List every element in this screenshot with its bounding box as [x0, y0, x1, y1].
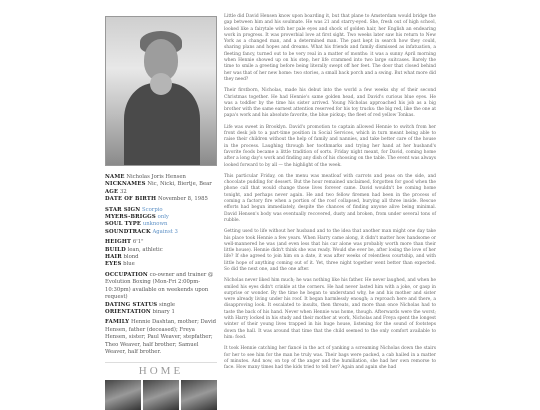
profile-field: NICKNAMES Nic, Nicki, Biertje, Bear [105, 181, 212, 188]
home-photo[interactable] [105, 380, 141, 410]
profile-info [105, 174, 217, 356]
story-paragraph: Little did David Hensen know upon boarding it, but that plane to Amsterdam would bridge the gap between him and his soulmate. He was 21 and starry-eyed. She, fresh out of high school, looked like a fairytale with her pale eyes and shock of golden hair, her English an endearing work in progress. It was proverbial love at first sight. Two weeks later saw his return to New York as a changed man, and a determined man. The past kept in search how they could, sharing plans and hopes and dreams. What his friends and family dismissed as infatuation, a fleeting fancy, turned out to be very real in a matter of months: it was a sunny April morning when Hennie showed up on his step, her life crammed into two large suitcases. Barely the time to smile a greeting before being literally swept off her feet. The door that closed behind her was that of her new home: two stories, a small back porch and a swing. But what more did they need? [224, 14, 436, 82]
profile-field: DATE OF BIRTH November 8, 1985 [105, 196, 208, 203]
profile-field: AGE 32 [105, 188, 127, 195]
home-photo[interactable] [181, 380, 217, 410]
home-gallery [105, 380, 217, 410]
dating-status-field: DATING STATUS single [105, 301, 176, 308]
profile-field: EYES blue [105, 261, 135, 268]
occupation-field: OCCUPATION co-owner and trainer @ Evolution Boxing (Mon-Fri 2:00pm-10:30pm) available on weekends upon request) [105, 271, 214, 301]
profile-field: NAME Nicholas Joris Hensen [105, 174, 186, 180]
story-paragraph: Their firstborn, Nicholas, made his debut into the world a few weeks shy of their second Christmas together. He had Hennie's same golden head, and David's curious blue eyes. He was a toddler by the time his sister arrived. Young Nicholas approached his job as a big brother with the same earnest attention reserved for his toy trucks: the big red, like the one at papa's work and his absolute favorite, the blue pickup; the fleet of red yellow Tonkas. [224, 88, 436, 119]
family-field: FAMILY Hennie Dashtan, mother; David Hensen, father (deceased); Freya Hensen, sister; Paul Weaver, stepfather; Theo Weaver, half brother; Samuel Weaver, half brother. [105, 319, 217, 355]
profile-field: MYERS-BRIGGS only [105, 214, 169, 221]
profile-field: HEIGHT 6'1" [105, 239, 144, 246]
profile-sidebar [105, 16, 217, 410]
orientation-field: ORIENTATION binary 1 [105, 308, 175, 315]
myers-briggs-link[interactable]: only [157, 214, 169, 221]
profile-field: HAIR blond [105, 254, 139, 261]
story-paragraph: This particular Friday, on the menu was meatloaf with carrots and peas on the side, and chocolate pudding for dessert. But the hour remained unclaimed, forgotten for good when the phone call that would change those lives forever came. David wouldn't be coming home tonight, and perhaps never again. He and two fellow firemen had been in the process of coming a factory fire when a portion of the roof collapsed, burying all three inside. Rescue efforts had begun immediately, despite the chances of finding anyone alive being minimal. David Hensen's body was eventually recovered, dusty and broken, from under several tons of rubble. [224, 173, 436, 223]
story-paragraph: Getting used to life without her husband and to the idea that another man might one day take his place took Hennie a few years. When Harry came along, it didn't matter how handsome or well-mannered he was (and even less that his car alone was probably worth more than their little house). Hennie didn't think she was ready. Would she ever be, after losing the love of her life? If she agreed to join him on a date, it was after weeks of relentless courtship, and with little hope of anything coming out of it. Yet, three night together went better than expected. So did the next one, and the one after. [224, 229, 436, 272]
profile-field: SOUNDTRACK Against 3 [105, 228, 178, 235]
story-paragraph: Nicholas never liked him much; he was nothing like his father. He never laughed, and when he smiled his eyes didn't crinkle at the corners. He had never lasted him with a joke, or gasp in surprise or wonder. By the time he began to understand why, he and his mother and sister were already living under his roof. It began harmlessly enough; a reproach here and there, a disapproving look. It escalated to insults, then threats, and more than once Nicholas had to taste the back of his hand. Never when Hennie was home, though. Afterwards were the worst; with Harry locked in his study and their mother at work, Nicholas and Freya spent the longest winter of their young lives trapped in his huge house, listening for the sound of footsteps down the hall. It was around that time that the child seemed to the only comfort available to him: food. [224, 278, 436, 340]
biography-text [224, 14, 436, 376]
profile-field: SOUL TYPE unknown [105, 221, 168, 228]
profile-field: BUILD lean, athletic [105, 246, 163, 253]
profile-field: STAR SIGN Scorpio [105, 206, 163, 213]
home-photo[interactable] [143, 380, 179, 410]
story-paragraph: It took Hennie catching her fiancé in the act of yanking a screaming Nicholas down the stairs for her to see him for the man he truly was. Their bags were packed, a cab hailed in a matter of minutes. And now, on top of the anger and the humiliation, she had her own remorse to face. How many times had the kids tried to tell her? Again and again she had [224, 346, 436, 371]
profile-portrait [105, 16, 217, 166]
star-sign-link[interactable]: Scorpio [142, 206, 163, 213]
soundtrack-link[interactable]: Against 3 [152, 228, 178, 235]
home-heading: HOME [105, 362, 217, 377]
story-paragraph: Life was sweet in Brooklyn. David's promotion to captain allowed Hennie to switch from her front desk job to a part-time position in Social Services, which in turn meant being able to raise their children without the help of family and nannies, and take better care of the house in the process. Laughing through her toothmarks and trying her hand at her husband's favorite foods became a little tradition of sorts. Friday night meant, for David, coming home after a long day's work and finding any dish of his choosing on the table. The event was always looked forward to by all — the highlight of the week. [224, 124, 437, 168]
soul-type-link[interactable]: unknown [142, 221, 168, 228]
